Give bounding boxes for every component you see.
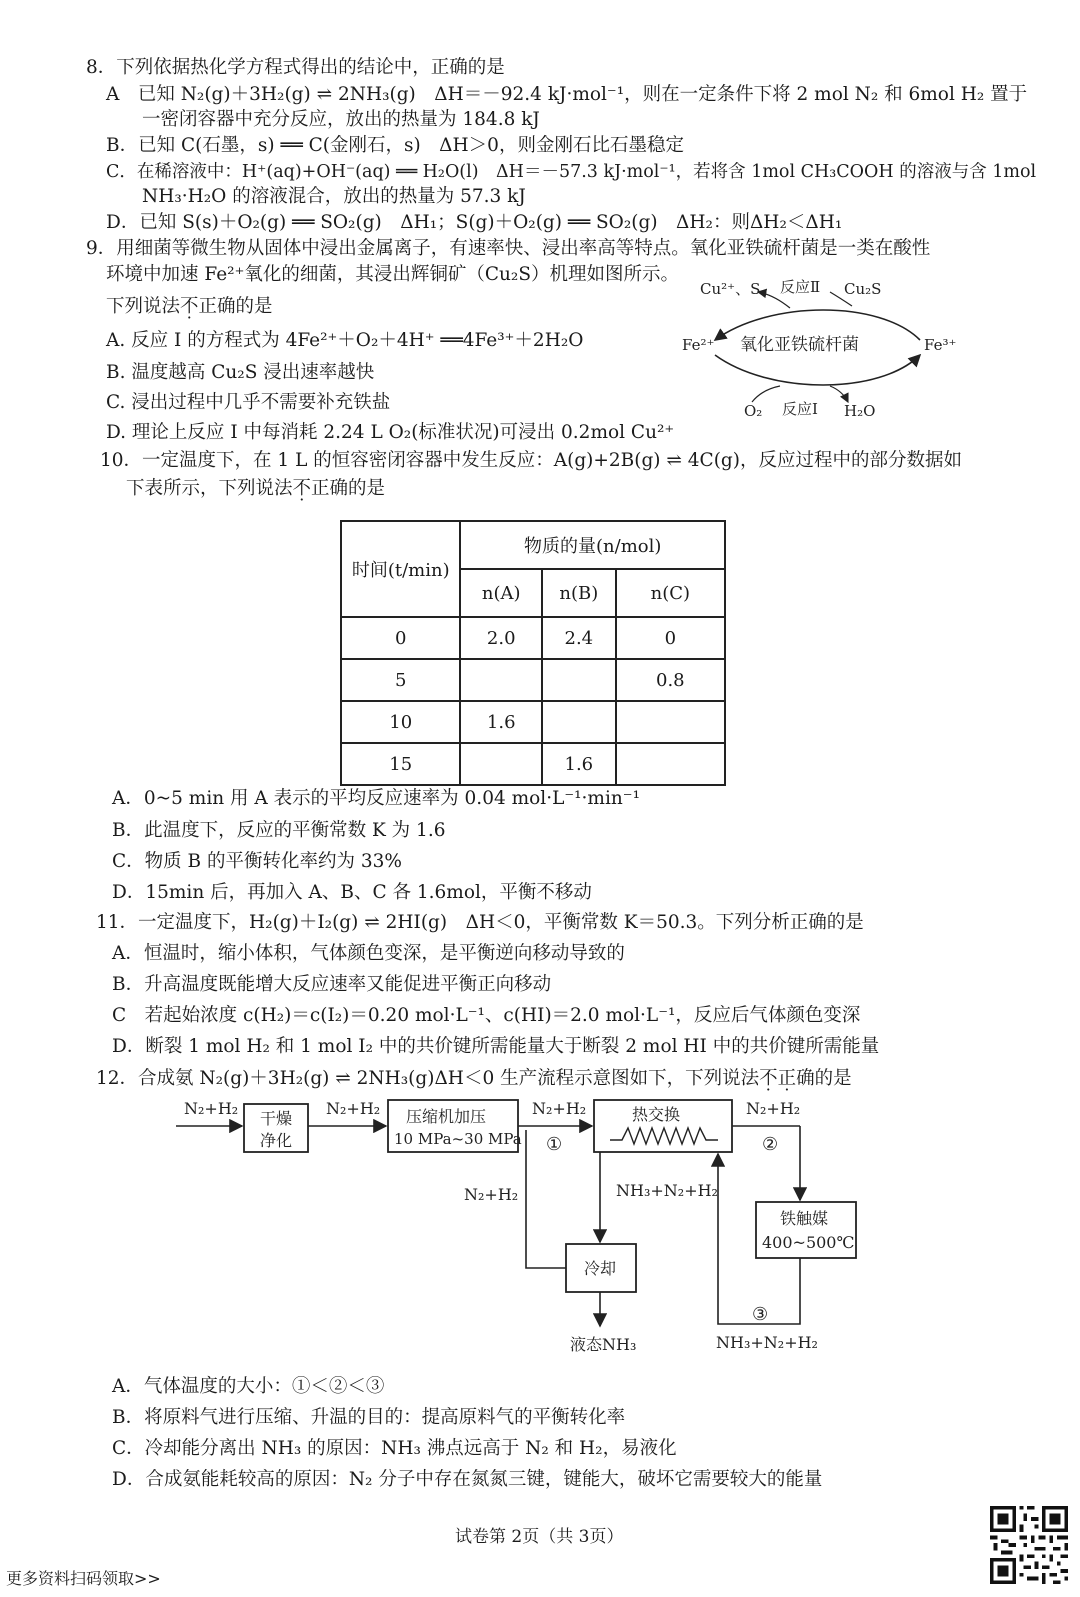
h2o-label: H₂O [844,402,876,420]
point-2-marker: ② [762,1134,779,1155]
table-cell [616,743,725,785]
q9-option-a: A. 反应 I 的方程式为 4Fe²⁺＋O₂＋4H⁺ ══4Fe³⁺＋2H₂O [106,330,584,351]
cooler-label: 冷却 [584,1259,617,1278]
q9-option-b: B. 温度越高 Cu₂S 浸出速率越快 [106,362,375,383]
header-amount: 物质的量(n/mol) [460,521,725,569]
q12-stem-post: 确的是 [796,1068,852,1089]
q8-stem: 8．下列依据热化学方程式得出的结论中，正确的是 [86,57,505,78]
q12-stem-emphasis-1: 不 [759,1068,778,1089]
table-cell [542,659,616,701]
q10-stem2-post: 正确的是 [311,478,386,499]
table-cell: 1.6 [460,701,542,743]
q10-option-a: A．0~5 min 用 A 表示的平均反应速率为 0.04 mol·L⁻¹·min⁻¹ [112,788,640,809]
pressure-label: 10 MPa~30 MPa [394,1130,522,1148]
cu-s-label: Cu²⁺、S [700,280,761,298]
leaching-mechanism-diagram [680,270,970,430]
recycle-label: N₂+H₂ [464,1185,519,1204]
table-cell [542,701,616,743]
q9-option-d: D. 理论上反应 I 中每消耗 2.24 L O₂(标准状况)可浸出 0.2mol Cu²⁺ [106,422,675,443]
q11-option-b: B．升高温度既能增大反应速率又能促进平衡正向移动 [112,974,552,995]
q12-stem-pre: 12．合成氨 N₂(g)＋3H₂(g) ⇌ 2NH₃(g)ΔH＜0 生产流程示意图如下，下列说法 [96,1068,760,1089]
cu2s-label: Cu₂S [844,280,882,298]
lower-arc-arrow [715,355,920,385]
reaction-data-table [340,520,726,786]
table-cell [460,659,542,701]
converter-outlet-label: NH₃+N₂+H₂ [716,1333,818,1352]
table-cell: 5 [341,659,460,701]
q12-option-a: A．气体温度的大小：①＜②＜③ [112,1376,385,1397]
catalyst-temperature-label: 400~500℃ [762,1233,855,1252]
qr-code-icon[interactable] [990,1506,1068,1584]
q10-stem2-pre: 下表所示，下列说法 [126,478,293,499]
o2-input-arrow [752,386,780,402]
compressor-label: 压缩机加压 [406,1107,487,1126]
q11-option-d: D．断裂 1 mol H₂ 和 1 mol I₂ 中的共价键所需能量大于断裂 2 mol HI 中的共价键所需能量 [112,1036,880,1057]
fe3-label: Fe³⁺ [924,336,957,354]
point-3-marker: ③ [752,1304,769,1325]
q10-option-d: D．15min 后，再加入 A、B、C 各 1.6mol，平衡不移动 [112,882,592,903]
reaction-1-label: 反应I [782,400,818,418]
q10-stem2-emphasis: 不 [292,478,312,499]
q9-stem3-pre: 下列说法 [106,296,181,317]
catalyst-label: 铁触媒 [780,1209,829,1228]
ammonia-process-flow-diagram [170,1096,890,1376]
q12-stem-emphasis-2: 正 [777,1068,797,1089]
q12-option-b: B．将原料气进行压缩、升温的目的：提高原料气的平衡转化率 [112,1407,626,1428]
table-header-row-1 [341,521,725,569]
table-cell: 0 [341,617,460,659]
liquid-ammonia-label: 液态NH₃ [570,1335,637,1354]
table-cell: 10 [341,701,460,743]
q12-stem [96,1066,852,1092]
q10-option-b: B．此温度下，反应的平衡常数 K 为 1.6 [112,820,446,841]
heat-coil [610,1128,718,1144]
fe2-label: Fe²⁺ [682,336,715,354]
q8-option-c-line1: C．在稀溶液中：H⁺(aq)+OH⁻(aq) ══ H₂O(l) ΔH＝－57.3 kJ·mol⁻¹，若将含 1mol CH₃COOH 的溶液与含 1mol [106,162,1037,182]
q9-stem-line3 [106,294,273,320]
more-resources-link[interactable]: 更多资料扫码领取>> [6,1569,161,1588]
q9-stem3-emphasis: 不 [180,296,199,317]
q9-option-c: C. 浸出过程中几乎不需要补充铁盐 [106,392,391,413]
q9-stem3-post: 正确的是 [198,296,273,317]
table-row [341,701,725,743]
to-compressor-label: N₂+H₂ [326,1099,381,1118]
table-row [341,743,725,785]
table-row [341,617,725,659]
heat-exchanger-label: 热交换 [632,1105,681,1124]
table-cell: 2.4 [542,617,616,659]
recycle-line [526,1156,566,1268]
q9-stem-line1: 9．用细菌等微生物从固体中浸出金属离子，有速率快、浸出率高等特点。氧化亚铁硫杆菌是一类在酸性 [86,238,931,259]
q12-option-d: D．合成氨能耗较高的原因：N₂ 分子中存在氮氮三键，键能大，破坏它需要较大的能量 [112,1469,823,1490]
o2-label: O₂ [744,402,763,420]
q11-option-a: A．恒温时，缩小体积，气体颜色变深，是平衡逆向移动导致的 [112,943,625,964]
h2o-output-arrow [830,386,848,402]
q8-option-d: D．已知 S(s)＋O₂(g) ══ SO₂(g) ΔH₁；S(g)＋O₂(g) ══ SO₂(g) ΔH₂：则ΔH₂＜ΔH₁ [106,212,843,233]
reaction-2-label: 反应Ⅱ [780,278,821,296]
bacteria-label: 氧化亚铁硫杆菌 [740,335,859,355]
header-nc: n(C) [616,569,725,617]
mixed-gas-label: NH₃+N₂+H₂ [616,1181,718,1200]
table-cell: 15 [341,743,460,785]
to-heat-exchanger-label: N₂+H₂ [532,1099,587,1118]
q8-option-c-line2: NH₃·H₂O 的溶液混合，放出的热量为 57.3 kJ [142,186,526,207]
header-nb: n(B) [542,569,616,617]
header-time: 时间(t/min) [341,521,460,617]
feed-label: N₂+H₂ [184,1099,239,1118]
q11-option-c: C 若起始浓度 c(H₂)＝c(I₂)＝0.20 mol·L⁻¹、c(HI)＝2.0 mol·L⁻¹，反应后气体颜色变深 [112,1005,861,1026]
purify-label: 净化 [260,1131,293,1150]
q8-option-a-line1: A 已知 N₂(g)＋3H₂(g) ⇌ 2NH₃(g) ΔH＝－92.4 kJ·mol⁻¹，则在一定条件下将 2 mol N₂ 和 6mol H₂ 置于 [106,84,1028,105]
table-cell: 1.6 [542,743,616,785]
q12-option-c: C．冷却能分离出 NH₃ 的原因：NH₃ 沸点远高于 N₂ 和 H₂，易液化 [112,1438,677,1459]
dry-label: 干燥 [260,1109,293,1128]
table-cell: 0 [616,617,725,659]
heated-gas-label: N₂+H₂ [746,1099,801,1118]
header-na: n(A) [460,569,542,617]
q8-option-a-line2: 一密闭容器中充分反应，放出的热量为 184.8 kJ [142,109,540,130]
table-cell [616,701,725,743]
page-number: 试卷第 2页（共 3页） [455,1527,624,1547]
q11-stem: 11．一定温度下，H₂(g)＋I₂(g) ⇌ 2HI(g) ΔH＜0，平衡常数 K＝50.3。下列分析正确的是 [96,912,864,933]
q10-stem-line1: 10．一定温度下，在 1 L 的恒容密闭容器中发生反应：A(g)+2B(g) ⇌ 4C(g)，反应过程中的部分数据如 [100,450,962,471]
q10-option-c: C．物质 B 的平衡转化率约为 33% [112,851,403,872]
q9-stem-line2: 环境中加速 Fe²⁺氧化的细菌，其浸出辉铜矿（Cu₂S）机理如图所示。 [106,264,679,285]
table-row [341,659,725,701]
table-cell: 2.0 [460,617,542,659]
point-1-marker: ① [546,1134,563,1155]
table-cell: 0.8 [616,659,725,701]
q10-stem-line2 [126,476,385,502]
table-cell [460,743,542,785]
q8-option-b: B．已知 C(石墨，s) ══ C(金刚石，s) ΔH＞0，则金刚石比石墨稳定 [106,135,684,156]
